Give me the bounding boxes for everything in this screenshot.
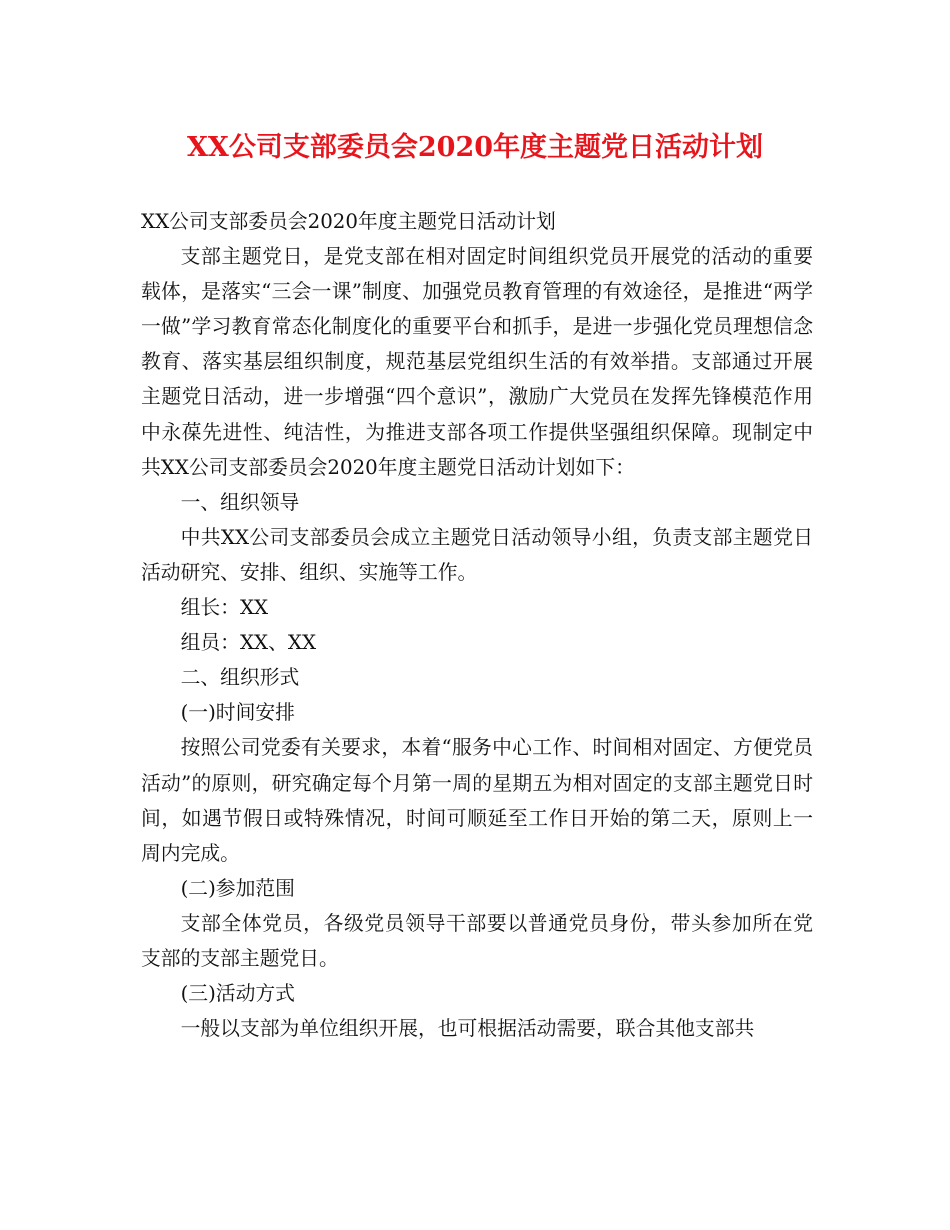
section-heading-leadership: 一、组织领导 [180, 490, 300, 514]
section-heading-format: 二、组织形式 [180, 666, 300, 690]
schedule-paragraph: 按照公司党委有关要求，本着“服务中心工作、时间相对固定、方便党员活动”的原则，研究确定每个月第一周的星期五为相对固定的支部主题党日时间，如遇节假日或特殊情况，时间可顺延至工作日开始的第二天，原则上一周内完成。 [141, 736, 813, 865]
intro-paragraph: 支部主题党日，是党支部在相对固定时间组织党员开展党的活动的重要载体，是落实“三会一课”制度、加强党员教育管理的有效途径，是推进“两学一做”学习教育常态化制度化的重要平台和抓手，是进一步强化党员理想信念教育、落实基层组织制度，规范基层党组织生活的有效举措。支部通过开展主题党日活动，进一步增强“四个意识”，激励广大党员在发挥先锋模范作用中永葆先进性、纯洁性，为推进支部各项工作提供坚强组织保障。现制定中共XX公司支部委员会2020年度主题党日活动计划如下： [141, 245, 813, 479]
subheading-scope: (二)参加范围 [180, 876, 295, 900]
leadership-paragraph: 中共XX公司支部委员会成立主题党日活动领导小组，负责支部主题党日活动研究、安排、组织、实施等工作。 [141, 525, 813, 584]
subtitle-paragraph: XX公司支部委员会2020年度主题党日活动计划 [141, 210, 556, 233]
document-title: XX公司支部委员会2020年度主题党日活动计划 [186, 132, 764, 163]
document-body [141, 204, 813, 1046]
team-leader-line: 组长：XX [180, 596, 269, 620]
scope-paragraph: 支部全体党员，各级党员领导干部要以普通党员身份，带头参加所在党支部的支部主题党日。 [141, 911, 813, 970]
team-members-line: 组员：XX、XX [180, 631, 317, 655]
method-paragraph: 一般以支部为单位组织开展，也可根据活动需要，联合其他支部共 [180, 1017, 755, 1041]
subheading-method: (三)活动方式 [180, 982, 295, 1006]
subheading-schedule: (一)时间安排 [180, 701, 295, 725]
